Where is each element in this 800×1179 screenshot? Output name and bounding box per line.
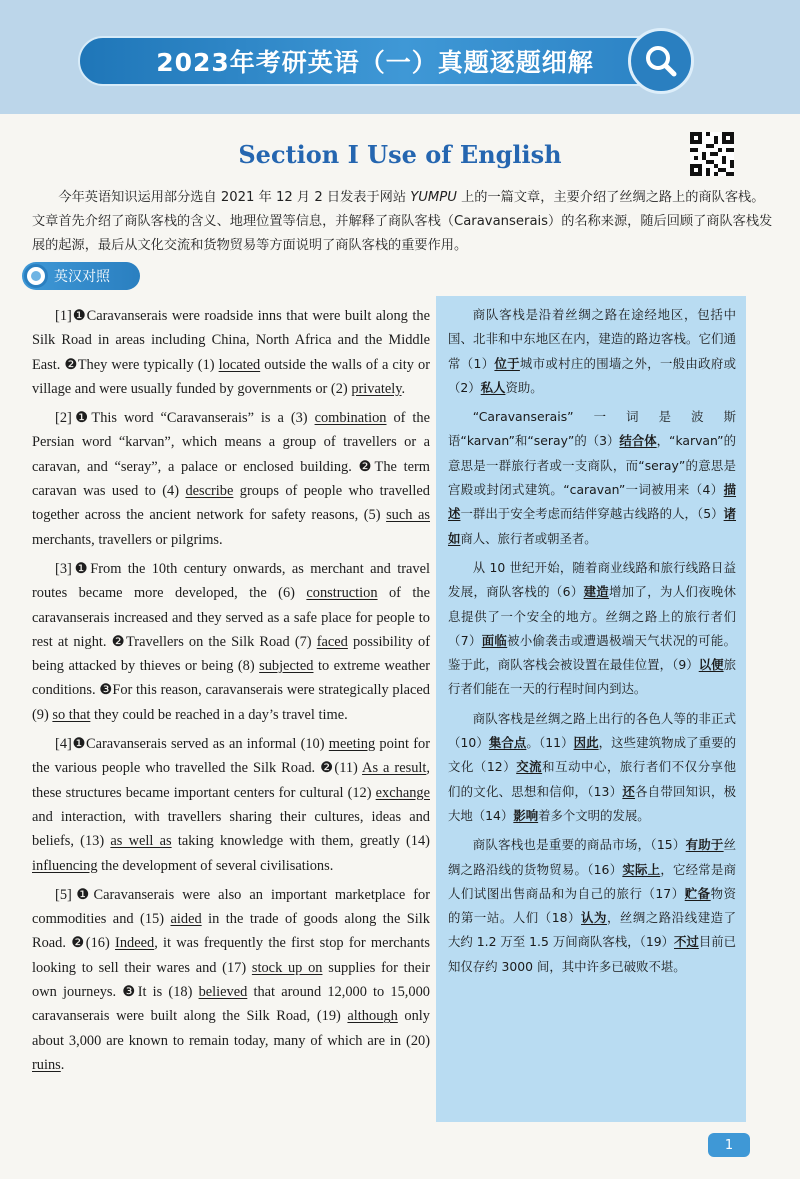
chinese-translation-panel <box>436 296 746 1122</box>
english-paragraph-2: [2]❶This word “Caravanserais” is a (3) combination of the Persian word “karvan”, which means a group of travellers or a caravan, and “seray”, a palace or enclosed building. ❷The term caravan was used to (4) describe groups of people who travelled together across the ancient network for safety reasons, (5) such as merchants, travellers or pilgrims. <box>32 410 430 548</box>
chinese-paragraph-3: 从 10 世纪开始，随着商业线路和旅行线路日益发展，商队客栈的（6）建造增加了，为人们夜晚休息提供了一个安全的地方。丝绸之路上的旅行者们（7）面临被小偷袭击或遭遇极端天气状况的可能。鉴于此，商队客栈会被设置在最佳位置，（9）以便旅行者们能在一天的行程时间内到达。 <box>448 559 737 697</box>
english-paragraph-5: [5]❶Caravanserais were also an important marketplace for commodities and (15) aided in the trade of goods along the Silk Road. ❷(16) Indeed, it was frequently the first stop for merchants looking to sell their wares and (17) stock up on supplies for their own journeys. ❸It is (18) believed that around 12,000 to 15,000 caravanserais were built along the Silk Road, (19) although only about 3,000 are known to remain today, many of which are in (20) ruins. <box>32 886 431 1073</box>
page-number: 1 <box>708 1133 750 1157</box>
chinese-paragraph-1: 商队客栈是沿着丝绸之路在途经地区，包括中国、北非和中东地区在内，建造的路边客栈。它们通常（1）位于城市或村庄的围墙之外，一般由政府或（2）私人资助。 <box>448 307 736 395</box>
banner-title: 2023年考研英语（一）真题逐题细解 <box>78 36 672 86</box>
chinese-paragraph-4: 商队客栈是丝绸之路上出行的各色人等的非正式（10）集合点。（11）因此，这些建筑物成了重要的文化（12）交流和互动中心，旅行者们不仅分享他们的文化、思想和信仰，（13）还各自带回知识，极大地（14）影响着多个文明的发展。 <box>448 710 737 823</box>
english-paragraph-1: [1]❶Caravanserais were roadside inns that were built along the Silk Road in areas including China, North Africa and the Middle East. ❷They were typically (1) located outside the walls of a city or village and were usually funded by governments or (2) privately. <box>32 308 430 397</box>
qr-code-icon[interactable] <box>690 132 734 176</box>
bubble-icon <box>24 264 48 288</box>
section-tag: 英汉对照 <box>22 262 140 290</box>
search-icon <box>628 28 694 94</box>
chinese-paragraph-5: 商队客栈也是重要的商品市场，（15）有助于丝绸之路沿线的货物贸易。（16）实际上，它经常是商人们试图出售商品和为自己的旅行（17）贮备物资的第一站。人们（18）认为，丝绸之路沿线建造了大约 1.2 万至 1.5 万间商队客栈，（19）不过目前已知仅存约 3000 间，其中许多已破败不堪。 <box>448 837 737 974</box>
section-title: Section Ⅰ Use of English <box>238 140 562 169</box>
english-paragraph-3: [3]❶From the 10th century onwards, as merchant and travel routes became more developed, the (6) construction of the caravanserais increased and they served as a safe place for people to rest at night. ❷Travellers on the Silk Road (7) faced possibility of being attacked by thieves or being (8) subjected to extreme weather conditions. ❸For this reason, caravanserais were strategically placed (9) so that they could be reached in a day’s travel time. <box>32 560 431 723</box>
english-text <box>32 304 430 1082</box>
intro-paragraph: 今年英语知识运用部分选自 2021 年 12 月 2 日发表于网站 YUMPU 上的一篇文章，主要介绍了丝绸之路上的商队客栈。文章首先介绍了商队客栈的含义、地理位置等信息，并解释了商队客栈（Caravanserais）的名称来源，随后回顾了商队客栈发展的起源，最后从文化交流和货物贸易等方面说明了商队客栈的重要作用。 <box>32 190 773 253</box>
english-paragraph-4: [4]❶Caravanserais served as an informal (10) meeting point for the various people who travelled the Silk Road. ❷(11) As a result, these structures became important centers for cultural (12) exchange and interaction, with travellers sharing their cultures, ideas and beliefs, (13) as well as taking knowledge with them, greatly (14) influencing the development of several civilisations. <box>32 736 430 874</box>
chinese-paragraph-2: “Caravanserais”一词是波斯语“karvan”和“seray”的（3）结合体，“karvan”的意思是一群旅行者或一支商队，而“seray”的意思是宫殿或封闭式建筑。“caravan”一词被用来（4）描述一群出于安全考虑而结伴穿越古线路的人，（5）诸如商人、旅行者或朝圣者。 <box>448 409 737 546</box>
